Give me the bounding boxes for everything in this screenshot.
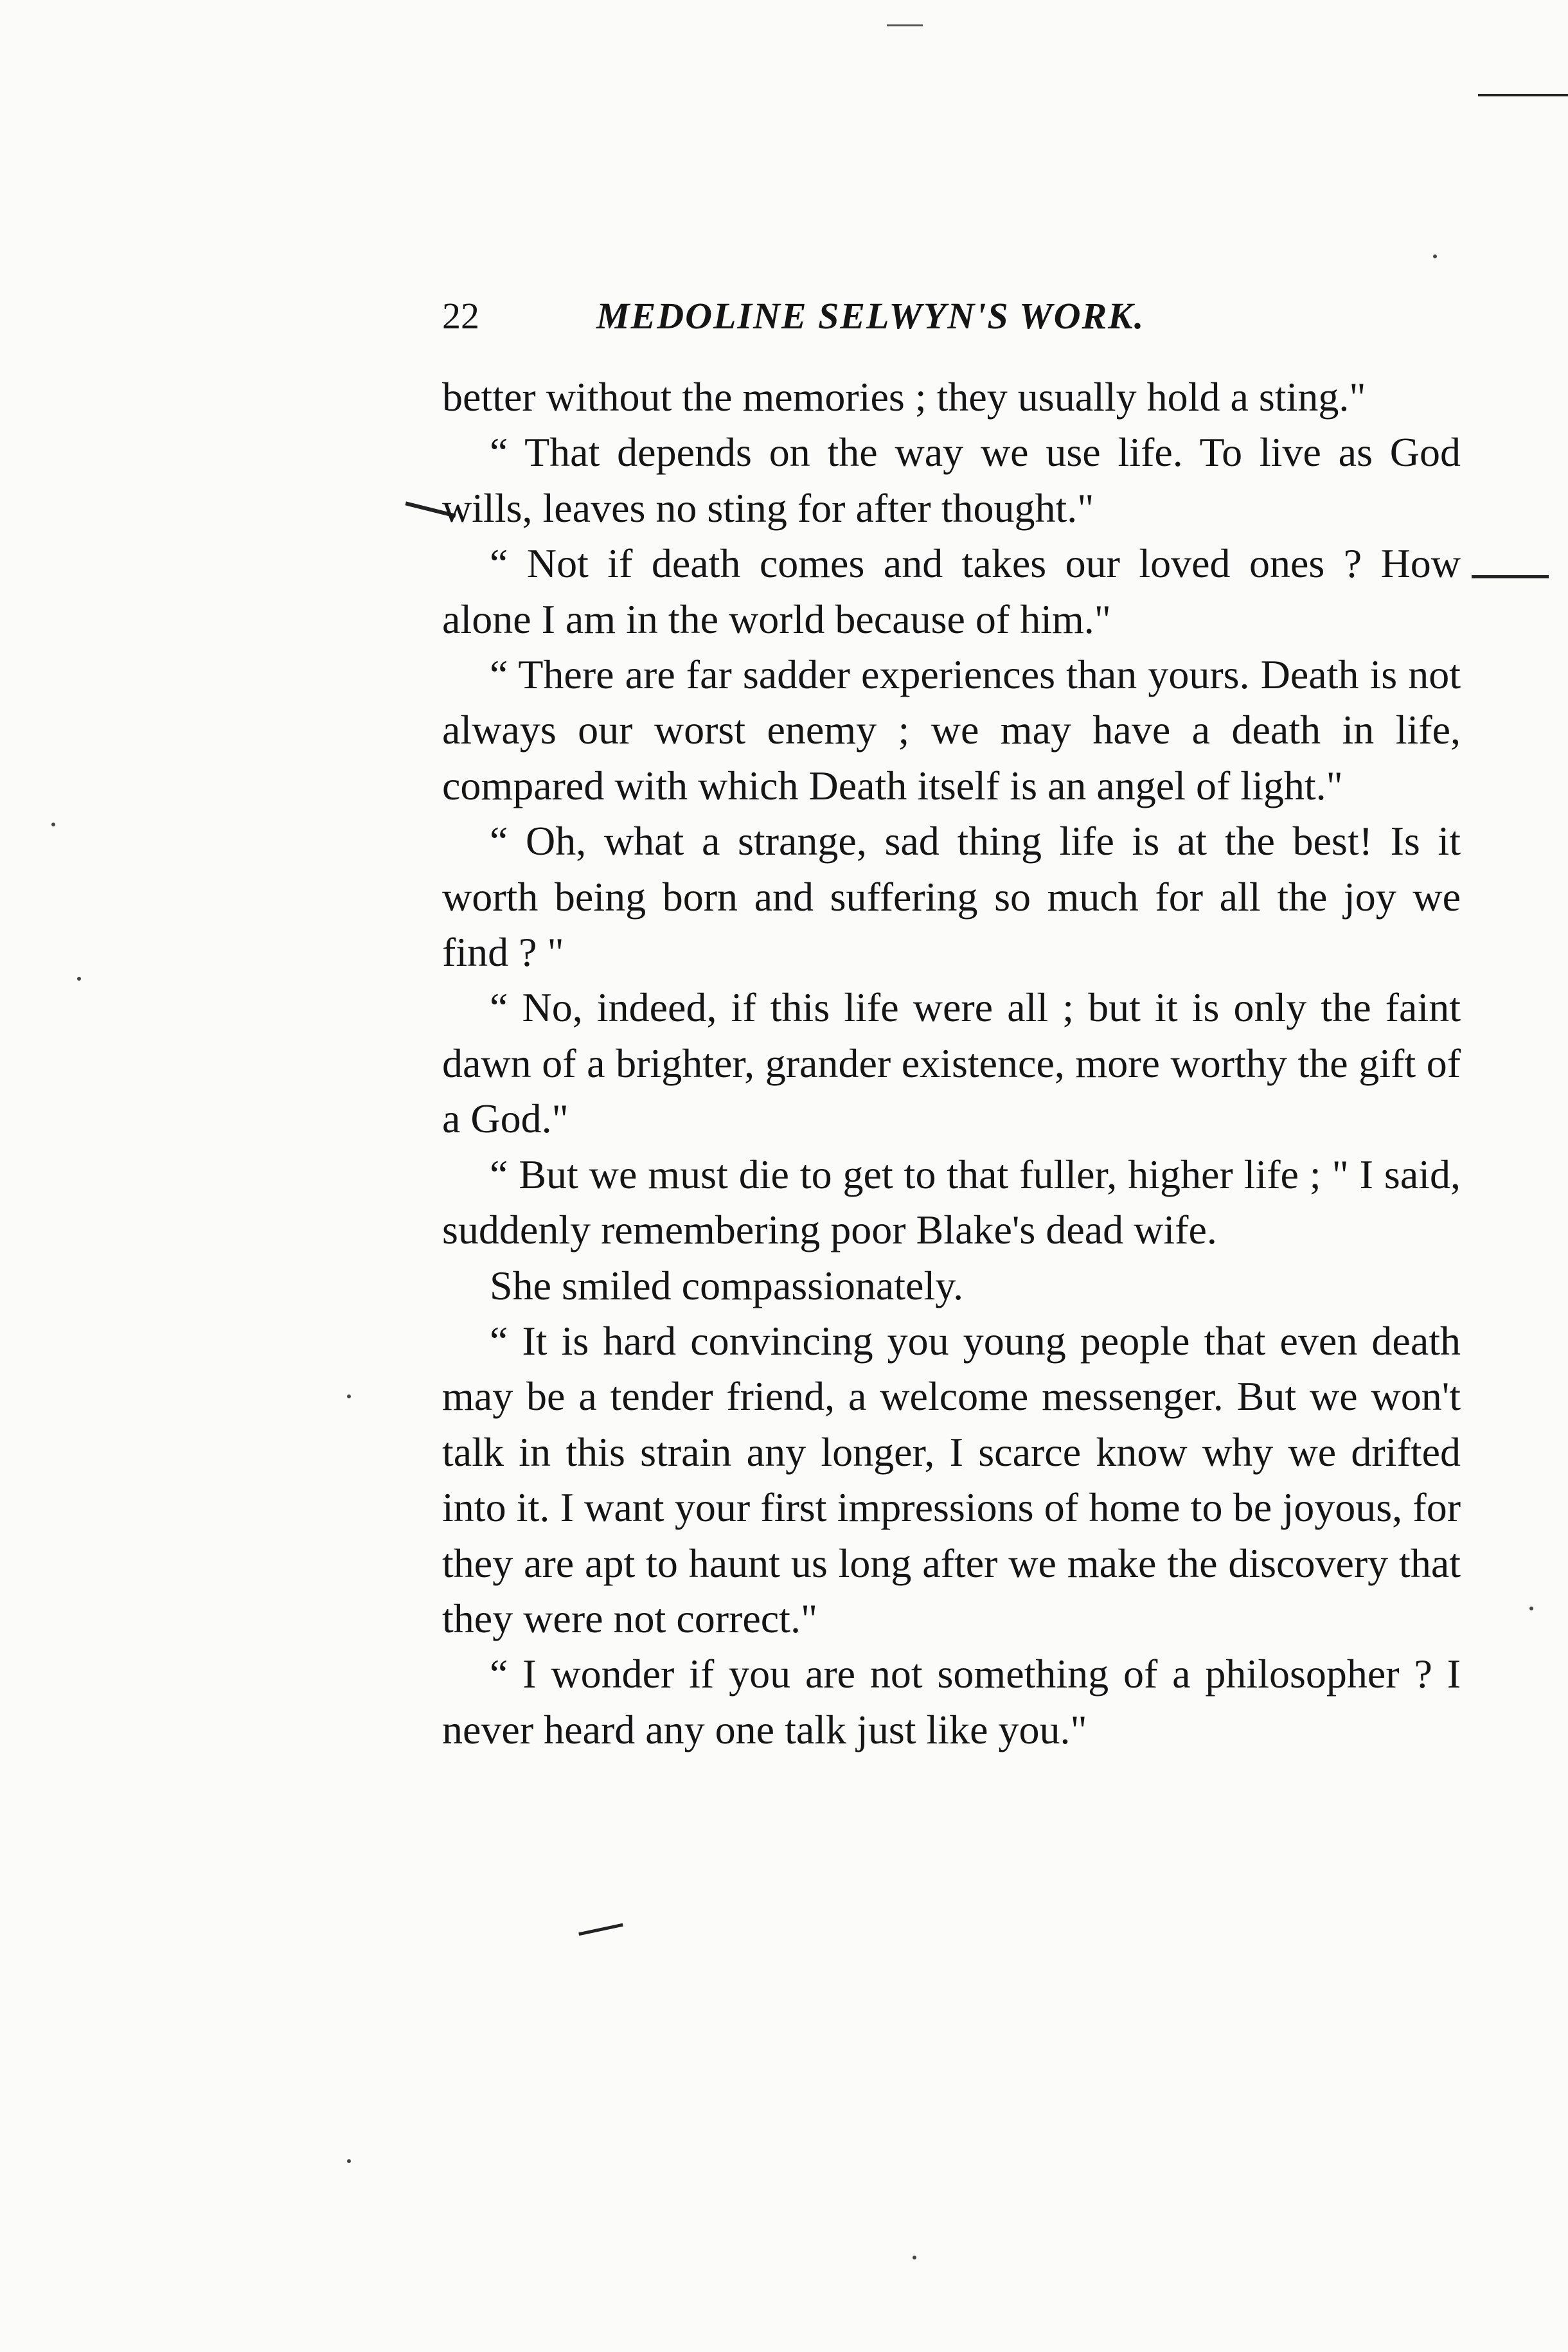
dust-speck [347,1394,351,1398]
paragraph: “ There are far sadder experiences than yours. Death is not always our worst enemy ; we may have a death in life, compared with which Death itself is an angel of light." [442,652,1461,808]
ink-mark [1478,94,1568,96]
running-title: MEDOLINE SELWYN'S WORK. [596,295,1145,337]
running-head [442,290,1457,342]
paragraph: “ Not if death comes and takes our loved ones ? How alone I am in the world because of him." [442,540,1461,642]
paragraph: “ Oh, what a strange, sad thing life is at the best! Is it worth being born and suffering so much for all the joy we find ? " [442,818,1461,976]
dust-speck [1433,254,1437,258]
dust-speck [77,977,81,981]
paragraph: “ That depends on the way we use life. To live as God wills, leaves no sting for after thought." [442,429,1461,531]
page-number: 22 [442,295,479,337]
paragraph: “ It is hard convincing you young people that even death may be a tender friend, a welcome messenger. But we won't talk in this strain any longer, I scarce know why we drifted into it. I want your first impressions of home to be joyous, for they are apt to haunt us long after we make the discovery that they were not correct." [442,1317,1461,1641]
ink-mark [887,24,923,26]
dust-speck [51,823,55,826]
paragraph: “ But we must die to get to that fuller, higher life ; " I said, suddenly remembering poor Blake's dead wife. [442,1151,1461,1253]
paragraph: better without the memories ; they usually hold a sting." [442,374,1366,420]
paragraph: “ I wonder if you are not something of a philosopher ? I never heard any one talk just like you." [442,1651,1461,1752]
dust-speck [1529,1607,1533,1610]
paragraph: She smiled compassionately. [490,1262,964,1308]
paragraph: “ No, indeed, if this life were all ; but it is only the faint dawn of a brighter, grander existence, more worthy the gift of a God." [442,984,1461,1142]
ink-mark [578,1923,623,1936]
dust-speck [347,2159,351,2163]
dust-speck [913,2256,916,2259]
body-text [442,370,1461,1758]
ink-mark [1472,575,1549,578]
